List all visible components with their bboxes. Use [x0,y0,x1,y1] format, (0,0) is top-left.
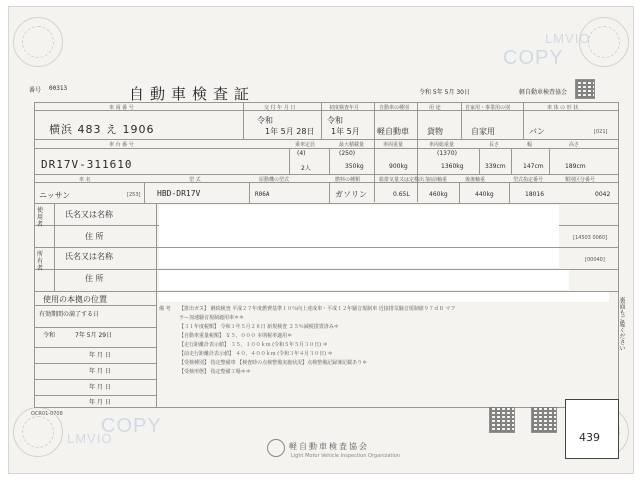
capacity-bracket: (4) [297,150,306,157]
expiry-era: 令和 [43,332,56,339]
handwritten-number: 439 [579,431,600,444]
remark-line: 【走行距離計表示値】 ３５，１００ｋｍ (令和５年５月３０日) ＊ [179,342,328,348]
remark-line: ラー加速騒音規制適用車＊＊ [179,315,245,321]
watermark-brand: LMVIO [545,31,591,46]
private-value: 自家用 [471,127,495,136]
gross-value: 1360kg [441,163,464,170]
redacted-holder-name [159,248,559,268]
front-axle-value: 460kg [429,191,448,198]
engine-value: R06A [255,191,270,198]
inspection-certificate [8,6,634,474]
issue-date: 令和 5年 5月 30日 [419,89,470,96]
header-width: 幅 [527,142,533,148]
watermark-brand: LMVIO [67,431,113,446]
holder-code: [00040] [585,257,605,263]
header-class-no: 類別区分番号 [565,177,596,183]
header-length: 長さ [489,142,500,148]
remarks-label: 備 考 [159,306,171,312]
blank-date-row: 年 月 日 [89,399,111,406]
shape-value: バン [529,127,545,136]
serial-label: 番号 [29,87,42,94]
watermark-copy: COPY [101,415,162,437]
inspection-number-box [565,399,619,459]
max-load-value: 350kg [345,163,364,170]
header-plate: 車 両 番 号 [109,105,134,111]
holder-label: 所有者 [37,251,44,272]
watermark-copy: COPY [503,47,564,69]
qr-code-icon [575,79,595,99]
issue-date-value: 1年 5月 28日 [265,127,315,136]
header-first-reg: 初度検査年月 [329,105,360,111]
fuel-value: ガソリン [335,190,367,199]
header-front-axle: 前前軸重 [427,177,448,183]
weight-value: 900kg [389,163,408,170]
header-weight: 車両重量 [383,142,404,148]
remark-line: 【受検形態】 指定整備工場＊＊ [179,369,251,375]
guilloche-ornament [13,17,63,67]
header-private: 自家用・事業用の別 [465,105,511,111]
expiry-date: 7年 5月 29日 [75,332,113,339]
remark-line: 【受検種別】 指定整備車 【検査時の点検整備実施状況】点検整備記録簿記載あり＊ [179,360,368,366]
base-location-label: 使用の本拠の位置 [43,295,107,304]
header-type-no: 型式指定番号 [513,177,544,183]
header-height: 高さ [569,142,580,148]
remark-line: 【３１年度税額】 令和１年５月２８日 新規検査 ２５％減税措置済み＊ [179,324,339,330]
form-code: OCR01-0708 [31,411,63,417]
holder-address-label: 住 所 [85,274,104,283]
header-model: 型 式 [189,177,201,183]
holder-name-label: 氏名又は名称 [65,252,113,261]
header-maker: 車 名 [79,177,91,183]
blank-date-row: 年 月 日 [89,368,111,375]
model-value: HBD-DR17V [157,189,201,198]
user-code: [14503 0060] [573,235,608,241]
header-rear-axle: 後後軸重 [465,177,486,183]
user-address-label: 住 所 [85,232,104,241]
height-value: 189cm [565,163,586,170]
first-reg-date: 1年 5月 [331,127,360,136]
header-chassis: 車 台 番 号 [109,142,134,148]
rear-axle-value: 440kg [475,191,494,198]
maker-code: [253] [127,192,141,198]
header-capacity: 乗車定員 [295,142,316,148]
blank-date-row: 年 月 日 [89,352,111,359]
shape-code: [021] [594,129,608,135]
capacity-value: 2人 [301,165,311,172]
chassis-number: DR17V-311610 [41,158,133,171]
redacted-user-name [159,205,559,227]
maker-value: ニッサン [39,191,71,200]
use-value: 貨物 [427,127,443,136]
header-vehicle-type: 自動車の種別 [379,105,410,111]
type-no-value: 18016 [525,191,545,198]
redacted-holder-address [159,270,569,290]
header-shape: 車 体 の 形 状 [547,105,579,111]
user-name-label: 氏名又は名称 [65,210,113,219]
header-displacement: 総排気量又は定格出力 [379,177,430,183]
header-engine: 原動機の型式 [259,177,290,183]
first-reg-era: 令和 [327,116,343,125]
remark-line: 【前走行距離計表示値】 ４０，４００ｋｍ (令和３年４月３０日) ＊ [179,351,333,357]
remark-line: 【自動車重量税額】 ￥５，０００ 本則税率適用＊ [179,333,293,339]
association-name-en: Light Motor Vehicle Inspection Organization [291,453,400,459]
issuer-kind: 軽自動車検査協会 [519,89,568,96]
max-load-bracket: (250) [339,150,356,157]
issue-era: 令和 [257,116,273,125]
length-value: 339cm [485,163,506,170]
remark-line: 【排出ガス】 継続検査 平成２７年度燃費基準１０％向上達成車・平成１２年騒音規制車 近接排気騒音規制値９７ｄＢ マフ [179,306,456,312]
header-issue-date: 交 付 年 月 日 [264,105,296,111]
redacted-user-address [159,227,559,247]
license-plate: 横浜 483 え 1906 [49,123,155,136]
association-name: 軽自動車検査協会 [289,442,369,451]
class-no-value: 0042 [595,191,611,198]
redacted-base-location [159,292,609,302]
association-seal-icon [267,439,285,457]
header-use: 用 途 [429,105,441,111]
header-fuel: 燃料の種類 [335,177,361,183]
header-gross: 車両総重量 [429,142,455,148]
serial-number: 00313 [49,85,68,92]
displacement-value: 0.65L [393,191,410,198]
qr-code-icon [531,407,557,433]
qr-code-icon [489,407,515,433]
expiry-label: 有効期間の満了する日 [39,311,100,318]
side-note: 裏面もご覧ください [618,297,625,351]
user-label: 使用者 [37,207,44,228]
gross-bracket: (1370) [437,150,457,157]
vehicle-type-value: 軽自動車 [377,127,409,136]
document-title: 自動車検査証 [129,85,256,103]
width-value: 147cm [523,163,544,170]
blank-date-row: 年 月 日 [89,384,111,391]
header-max-load: 最大積載量 [339,142,365,148]
